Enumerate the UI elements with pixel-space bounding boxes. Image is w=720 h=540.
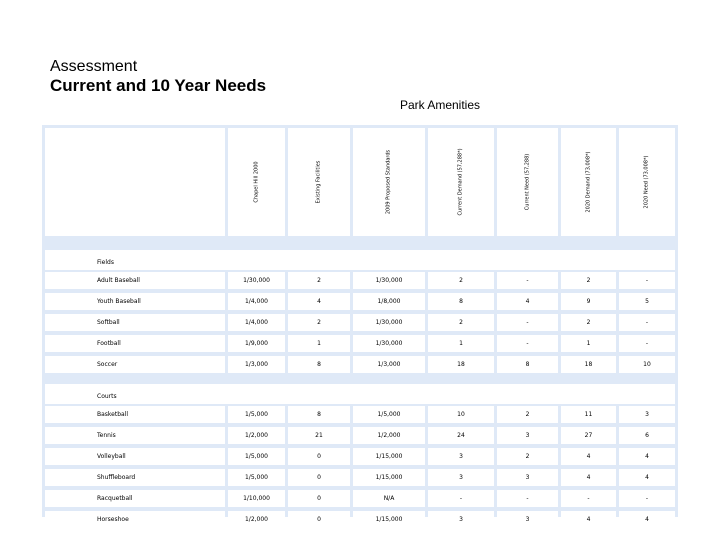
table-cell: -: [561, 490, 616, 507]
table-cell: 1/5,000: [353, 406, 425, 423]
row-label: Volleyball: [45, 448, 225, 465]
table-cell: 0: [288, 511, 350, 528]
table-cell: 2: [288, 314, 350, 331]
table-cell: 3: [497, 511, 558, 528]
column-header: [288, 128, 350, 236]
table-cell: 1/3,000: [353, 356, 425, 373]
section-title: Park Amenities: [399, 98, 481, 112]
row-label: Tennis: [45, 427, 225, 444]
table-cell: 4: [561, 448, 616, 465]
table-cell: 2: [497, 448, 558, 465]
row-label: Adult Baseball: [45, 272, 225, 289]
table-cell: -: [619, 272, 675, 289]
table-cell: 11: [561, 406, 616, 423]
table-cell: 1/5,000: [228, 448, 285, 465]
table-cell: 4: [288, 293, 350, 310]
table-cell: 4: [619, 448, 675, 465]
column-header-label: Chapel Hill 2000: [253, 161, 259, 203]
table-cell: 10: [619, 356, 675, 373]
table-cell: 6: [619, 427, 675, 444]
table-cell: 10: [428, 406, 494, 423]
table-cell: N/A: [353, 490, 425, 507]
table-cell: 1/15,000: [353, 448, 425, 465]
table-cell: 2: [428, 314, 494, 331]
table-cell: 2: [497, 406, 558, 423]
table-cell: 5: [619, 293, 675, 310]
table-cell: 1/5,000: [228, 469, 285, 486]
column-header: [353, 128, 425, 236]
table-cell: 3: [428, 469, 494, 486]
table-cell: 1/9,000: [228, 335, 285, 352]
table-cell: 0: [288, 448, 350, 465]
table-cell: 2: [428, 272, 494, 289]
table-cell: 27: [561, 427, 616, 444]
table-cell: 21: [288, 427, 350, 444]
column-header-label: 2009 Proposed Standards: [385, 149, 392, 215]
table-cell: 3: [497, 427, 558, 444]
table-cell: 2: [561, 314, 616, 331]
table-cell: 4: [497, 293, 558, 310]
table-cell: 3: [428, 511, 494, 528]
column-header: [428, 128, 494, 236]
table-cell: 1/3,000: [228, 356, 285, 373]
table-cell: -: [619, 335, 675, 352]
column-header: [497, 128, 558, 236]
table-cell: 1/2,000: [228, 511, 285, 528]
row-label: Shuffleboard: [45, 469, 225, 486]
table-cell: 8: [428, 293, 494, 310]
column-header: [619, 128, 675, 236]
table-cell: 1/15,000: [353, 511, 425, 528]
table-cell: 3: [497, 469, 558, 486]
row-label: Basketball: [45, 406, 225, 423]
column-header-label: 2020 Need (73,008*): [643, 155, 650, 209]
table-cell: 1/15,000: [353, 469, 425, 486]
table-cell: 8: [497, 356, 558, 373]
table-cell: 1/10,000: [228, 490, 285, 507]
table-cell: 0: [288, 490, 350, 507]
column-header-label: Current Need (57,288): [524, 153, 530, 211]
table-cell: 18: [561, 356, 616, 373]
group-label: Fields: [45, 250, 675, 270]
table-cell: 1/5,000: [228, 406, 285, 423]
table-cell: -: [619, 314, 675, 331]
table-cell: 4: [561, 469, 616, 486]
table-cell: 18: [428, 356, 494, 373]
table-cell: 1/8,000: [353, 293, 425, 310]
table-cell: 4: [619, 469, 675, 486]
table-cell: 1/4,000: [228, 314, 285, 331]
column-header-label: 2020 Demand (73,008*): [585, 151, 591, 213]
table-cell: -: [428, 490, 494, 507]
row-label: Football: [45, 335, 225, 352]
table-cell: 1/30,000: [228, 272, 285, 289]
group-label: Courts: [45, 384, 675, 404]
table-cell: -: [497, 272, 558, 289]
table-cell: 24: [428, 427, 494, 444]
page-subtitle: Assessment: [50, 58, 138, 75]
table-cell: 1: [428, 335, 494, 352]
column-header: [228, 128, 285, 236]
table-cell: -: [497, 335, 558, 352]
table-cell: 1: [288, 335, 350, 352]
row-label: Horseshoe: [45, 511, 225, 528]
column-header-label: Current Demand (57,288*): [457, 148, 464, 216]
table-cell: 1/2,000: [353, 427, 425, 444]
column-header: [561, 128, 616, 236]
table-cell: -: [619, 490, 675, 507]
table-cell: 1/30,000: [353, 335, 425, 352]
row-label: Racquetball: [45, 490, 225, 507]
page-title: Current and 10 Year Needs: [50, 76, 267, 95]
table-cell: 9: [561, 293, 616, 310]
table-cell: 4: [619, 511, 675, 528]
table-cell: 3: [619, 406, 675, 423]
table-cell: 8: [288, 406, 350, 423]
row-label: Soccer: [45, 356, 225, 373]
page-heading: [50, 58, 266, 96]
table-cell: 3: [428, 448, 494, 465]
table-cell: 0: [288, 469, 350, 486]
header-blank-cell: [45, 128, 225, 236]
table-cell: 1/30,000: [353, 272, 425, 289]
row-label: Softball: [45, 314, 225, 331]
table-cell: 8: [288, 356, 350, 373]
column-header-label: Existing Facilities: [315, 160, 322, 204]
table-cell: -: [497, 314, 558, 331]
table-cell: 1/4,000: [228, 293, 285, 310]
table-cell: 1/2,000: [228, 427, 285, 444]
table-cell: -: [497, 490, 558, 507]
table-cell: 2: [288, 272, 350, 289]
table-cell: 1: [561, 335, 616, 352]
table-cell: 4: [561, 511, 616, 528]
row-label: Youth Baseball: [45, 293, 225, 310]
table-cell: 2: [561, 272, 616, 289]
table-cell: 1/30,000: [353, 314, 425, 331]
